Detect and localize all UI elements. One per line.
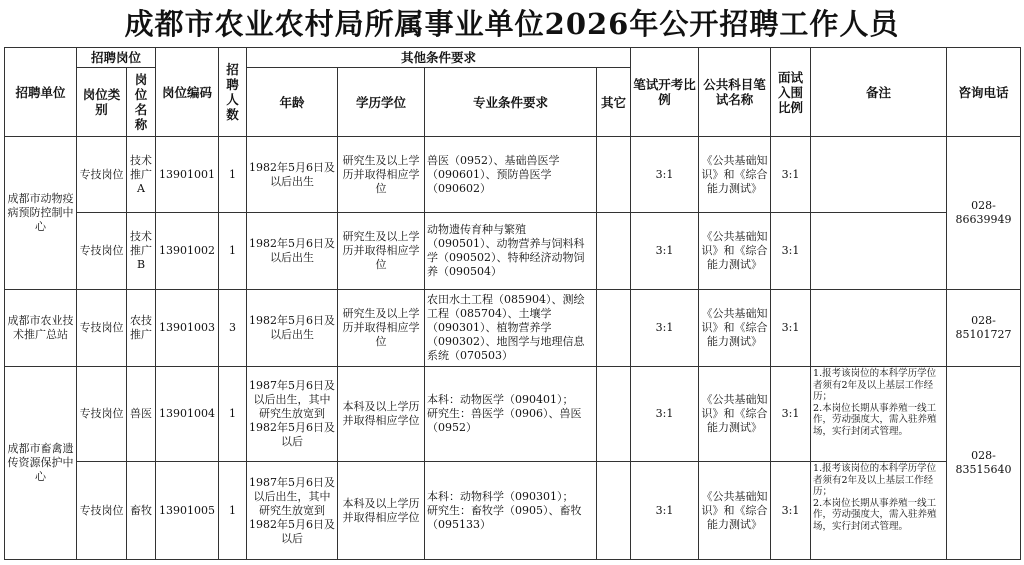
education-requirement: 研究生及以上学历并取得相应学位 <box>338 290 425 367</box>
unit-name: 成都市农业技术推广总站 <box>5 290 77 367</box>
recruit-count: 1 <box>219 213 247 290</box>
major-line: 本科：动物科学（090301）； <box>427 489 574 503</box>
major-requirement <box>425 367 597 462</box>
written-ratio: 3:1 <box>631 462 699 560</box>
exam-subject: 《公共基础知识》和《综合能力测试》 <box>699 462 771 560</box>
header-other-group: 其他条件要求 <box>247 48 631 68</box>
major-line: 本科：动物医学（090401）； <box>427 393 574 406</box>
header-education: 学历学位 <box>338 68 425 137</box>
other-requirement <box>597 290 631 367</box>
remark-line: 2.本岗位长期从事养殖一线工作，劳动强度大，需入驻养殖场，实行封闭式管理。 <box>813 402 937 437</box>
header-unit: 招聘单位 <box>5 48 77 137</box>
position-name: 技术推广A <box>127 137 156 213</box>
exam-subject: 《公共基础知识》和《综合能力测试》 <box>699 290 771 367</box>
phone-number: 028-86639949 <box>947 137 1021 290</box>
table-row <box>5 367 1021 462</box>
other-requirement <box>597 367 631 462</box>
age-requirement: 1987年5月6日及以后出生，其中研究生放宽到1982年5月6日及以后 <box>247 462 338 560</box>
header-count: 招聘人数 <box>219 48 247 137</box>
header-phone: 咨询电话 <box>947 48 1021 137</box>
major-line: 研究生：兽医学（0906）、兽医（0952） <box>427 407 582 434</box>
major-requirement: 动物遗传育种与繁殖（090501）、动物营养与饲料科学（090502）、特种经济动物饲养（090504） <box>425 213 597 290</box>
header-written-ratio: 笔试开考比例 <box>631 48 699 137</box>
other-requirement <box>597 462 631 560</box>
age-requirement: 1982年5月6日及以后出生 <box>247 290 338 367</box>
position-name: 兽医 <box>127 367 156 462</box>
header-position-group: 招聘岗位 <box>77 48 156 68</box>
written-ratio: 3:1 <box>631 213 699 290</box>
interview-ratio: 3:1 <box>771 213 811 290</box>
education-requirement: 本科及以上学历并取得相应学位 <box>338 462 425 560</box>
position-name: 技术推广B <box>127 213 156 290</box>
education-requirement: 本科及以上学历并取得相应学位 <box>338 367 425 462</box>
position-type: 专技岗位 <box>77 213 127 290</box>
major-requirement <box>425 462 597 560</box>
interview-ratio: 3:1 <box>771 137 811 213</box>
header-exam-subject: 公共科目笔试名称 <box>699 48 771 137</box>
remarks <box>811 290 947 367</box>
age-requirement: 1982年5月6日及以后出生 <box>247 137 338 213</box>
recruit-count: 1 <box>219 367 247 462</box>
education-requirement: 研究生及以上学历并取得相应学位 <box>338 213 425 290</box>
position-code: 13901004 <box>156 367 219 462</box>
interview-ratio: 3:1 <box>771 367 811 462</box>
recruit-count: 3 <box>219 290 247 367</box>
position-name: 农技推广 <box>127 290 156 367</box>
position-type: 专技岗位 <box>77 367 127 462</box>
phone-number: 028-85101727 <box>947 290 1021 367</box>
header-position-code: 岗位编码 <box>156 48 219 137</box>
header-position-name: 岗位名称 <box>127 68 156 137</box>
remarks <box>811 213 947 290</box>
position-code: 13901005 <box>156 462 219 560</box>
written-ratio: 3:1 <box>631 367 699 462</box>
exam-subject: 《公共基础知识》和《综合能力测试》 <box>699 367 771 462</box>
exam-subject: 《公共基础知识》和《综合能力测试》 <box>699 137 771 213</box>
recruitment-table <box>4 47 1021 560</box>
header-position-type: 岗位类别 <box>77 68 127 137</box>
header-age: 年龄 <box>247 68 338 137</box>
position-code: 13901001 <box>156 137 219 213</box>
table-row <box>5 213 1021 290</box>
major-line: 研究生：畜牧学（0905）、畜牧（095133） <box>427 503 582 531</box>
position-type: 专技岗位 <box>77 290 127 367</box>
unit-name: 成都市畜禽遗传资源保护中心 <box>5 367 77 560</box>
unit-name: 成都市动物疫病预防控制中心 <box>5 137 77 290</box>
interview-ratio: 3:1 <box>771 462 811 560</box>
other-requirement <box>597 213 631 290</box>
table-row <box>5 462 1021 560</box>
remark-line: 1.报考该岗位的本科学历学位者须有2年及以上基层工作经历； <box>813 368 937 402</box>
table-row <box>5 137 1021 213</box>
header-major: 专业条件要求 <box>425 68 597 137</box>
remarks <box>811 137 947 213</box>
recruit-count: 1 <box>219 137 247 213</box>
recruit-count: 1 <box>219 462 247 560</box>
remarks <box>811 367 947 462</box>
position-name: 畜牧 <box>127 462 156 560</box>
other-requirement <box>597 137 631 213</box>
education-requirement: 研究生及以上学历并取得相应学位 <box>338 137 425 213</box>
major-requirement: 农田水土工程（085904）、测绘工程（085704）、土壤学（090301）、植物营养学（090302）、地图学与地理信息系统（070503） <box>425 290 597 367</box>
age-requirement: 1987年5月6日及以后出生，其中研究生放宽到1982年5月6日及以后 <box>247 367 338 462</box>
remark-line: 2.本岗位长期从事养殖一线工作，劳动强度大，需入驻养殖场，实行封闭式管理。 <box>813 497 937 532</box>
position-code: 13901002 <box>156 213 219 290</box>
written-ratio: 3:1 <box>631 290 699 367</box>
interview-ratio: 3:1 <box>771 290 811 367</box>
table-row <box>5 290 1021 367</box>
page-title: 成都市农业农村局所属事业单位2026年公开招聘工作人员 <box>124 7 900 41</box>
position-code: 13901003 <box>156 290 219 367</box>
age-requirement: 1982年5月6日及以后出生 <box>247 213 338 290</box>
remarks <box>811 462 947 560</box>
header-remarks: 备注 <box>811 48 947 137</box>
header-interview-ratio: 面试入围比例 <box>771 48 811 137</box>
position-type: 专技岗位 <box>77 462 127 560</box>
header-other: 其它 <box>597 68 631 137</box>
remark-line: 1.报考该岗位的本科学历学位者须有2年及以上基层工作经历； <box>813 463 937 497</box>
written-ratio: 3:1 <box>631 137 699 213</box>
major-requirement: 兽医（0952）、基础兽医学（090601）、预防兽医学（090602） <box>425 137 597 213</box>
exam-subject: 《公共基础知识》和《综合能力测试》 <box>699 213 771 290</box>
position-type: 专技岗位 <box>77 137 127 213</box>
phone-number: 028-83515640 <box>947 367 1021 560</box>
